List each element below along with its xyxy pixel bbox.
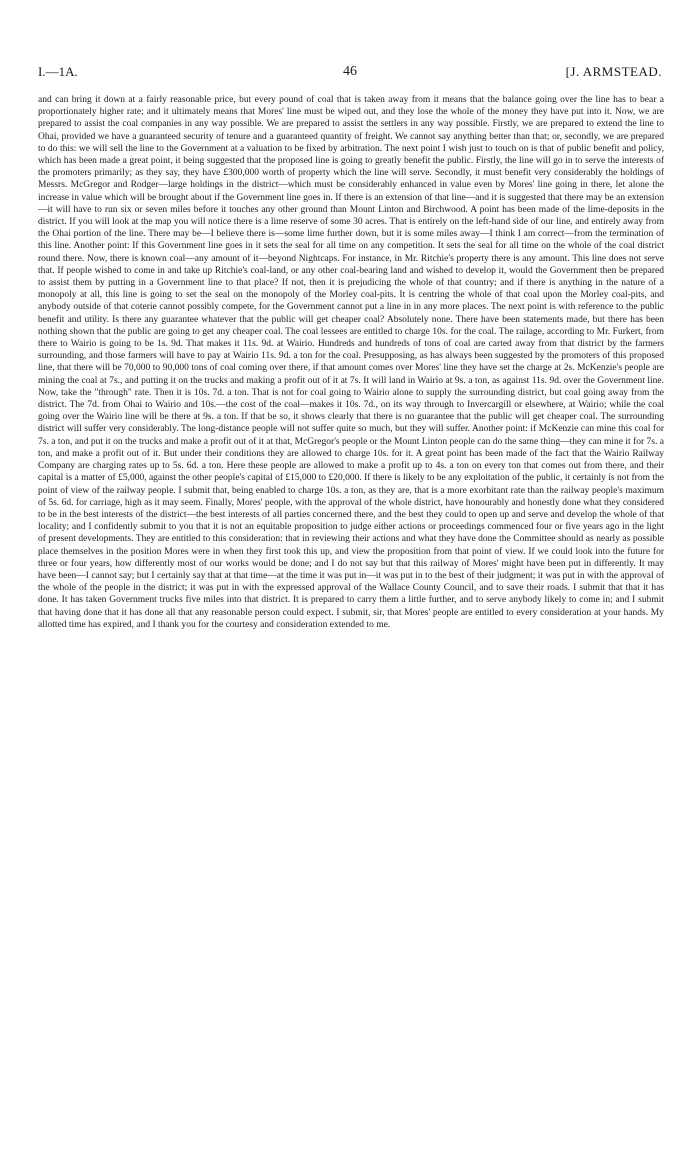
paper-reference: I.—1A. bbox=[38, 64, 78, 79]
page-header bbox=[38, 64, 662, 84]
speaker-name: [J. ARMSTEAD. bbox=[565, 64, 662, 79]
body-text bbox=[38, 94, 664, 631]
body-paragraph: and can bring it down at a fairly reasonable price, but every pound of coal that is taken away from it means that the balance going over the line has to bear a proportionately higher rate; and it ultimately means that Mores' line must be wiped out, and they lose the whole of the money they have put into it. Now, we are prepared to assist the coal companies in any way possible. We are prepared to assist the settlers in any way possible. Firstly, we are prepared to extend the line to Ohai, provided we have a guaranteed security of tenure and a guaranteed quantity of freight. We cannot say anything better than that; or, secondly, we are prepared to do this: we will sell the line to the Government at a valuation to be fixed by arbitration. The next point I wish just to touch on is that of public benefit and policy, which has been made a great point, it being suggested that the proposed line is going to greatly benefit the public. Firstly, the line will go in to serve the interests of the promoters primarily; as they say, they have £300,000 worth of property which the line will serve. Secondly, it must benefit very considerably the holdings of Messrs. McGregor and Rodger—large holdings in the district—which must be considerably enhanced in value even by Mores' line going in there, let alone the increase in value which will be brought about if the Government line goes in. If there is an extension of that line—and it is suggested that there may be an extension—it will have to run six or seven miles before it touches any other ground than Mount Linton and Birchwood. A point has been made of the lime-deposits in the district. If you will look at the map you will notice there is a lime reserve of some 30 acres. That is entirely on the left-hand side of our line, and entirely away from the Ohai portion of the line. There may be—I believe there is—some lime further down, but it is some miles away—I think I am correct—from the termination of this line. Another point: If this Government line goes in it sets the seal for all time on any competition. It sets the seal for all time on the whole of the coal district round there. Now, there is known coal—any amount of it—beyond Nightcaps. For instance, in Mr. Ritchie's property there is any amount. This line does not serve that. If people wished to come in and take up Ritchie's coal-land, or any other coal-bearing land and wished to develop it, would the Government then be prepared to assist them by putting in a Government line to that place? If not, then it is prejudicing the whole of that country; and if there is anything in the nature of a monopoly at all, this line is going to set the seal on the monopoly of the Morley coal-pits. It is centring the whole of that coal upon the Morley coal-pits, and anybody outside of that coterie cannot possibly compete, for the Government cannot put a line in in any more places. The next point is with reference to the public benefit and utility. Is there any guarantee whatever that the public will get cheaper coal? Absolutely none. There have been statements made, but there has been nothing shown that the public are going to get any cheaper coal. The coal lessees are entitled to charge 10s. for the coal. The railage, according to Mr. Furkert, from there to Wairio is going to be 1s. 9d. That makes it 11s. 9d. at Wairio. Hundreds and hundreds of tons of coal are carted away from that district by the farmers surrounding, and those farmers will have to pay at Wairio 11s. 9d. a ton for the coal. Presupposing, as has always been suggested by the promoters of this proposed line, that there will be 70,000 to 90,000 tons of coal coming over there, if that amount comes over Mores' line they have set the charge at 2s. McKenzie's people are mining the coal at 7s., and putting it on the trucks and making a profit out of it at 7s. It will land in Wairio at 9s. a ton, as against 11s. 9d. over the Government line. Now, take the "through" rate. Then it is 10s. 7d. a ton. That is not for coal going to Wairio alone to supply the surrounding district, but coal going away from the district. The 7d. from Ohai to Wairio and 10s.—the cost of the coal—makes it 10s. 7d., on its way through to Invercargill or elsewhere, at Wairio; while the coal going over the Wairio line will be there at 9s. a ton. If that be so, it shows clearly that there is no guarantee that the public will get cheaper coal. The surrounding district will suffer very considerably. The long-distance people will not suffer quite so much, but they will suffer. Another point: if McKenzie can mine this coal for 7s. a ton, and put it on the trucks and make a profit out of it at that, McGregor's people or the Mount Linton people can do the same thing—they can mine it for 7s. a ton, and make a profit out of it. But under their conditions they are allowed to charge 10s. for it. A great point has been made of the fact that the Wairio Railway Company are charging rates up to 5s. 6d. a ton. Here these people are allowed to make a profit up to 4s. a ton on every ton that comes out from there, and their capital is a matter of £5,000, against the other people's capital of £15,000 to £20,000. If there is likely to be any exploitation of the public, it certainly is not from the point of view of the railway people. I submit that, being enabled to charge 10s. a ton, as they are, that is a more exorbitant rate than the railway people's maximum of 5s. 6d. for carriage, high as it may seem. Finally, Mores' people, with the approval of the whole district, have honourably and honestly done what they considered to be in the best interests of the district—the best interests of all parties concerned there, and the best they could to open up and serve and develop the whole of that locality; and I confidently submit to you that it is not an equitable proposition to judge either actions or proceedings commenced four or five years ago in the light of present developments. They are entitled to this consideration: that in reviewing their actions and what they have done the Committee should as nearly as possible place themselves in the position Mores were in when they first took this up, and view the proposition from that point of view. If we could look into the future for three or four years, how differently most of our works would be done; and I do not say but that this railway of Mores' might have been put in differently. It may have been—I cannot say; but I certainly say that at that time—at the time it was put in—it was put in to the best of their judgment; it was put in with the approval of the whole of the people in the district; it was put in with the expressed approval of the Wallace County Council, and to save their roads. I submit that that it has done. It has taken Government trucks five miles into that district. It is prepared to carry them a little further, and to serve anybody likely to come in; and I submit that having done that it has done all that any reasonable person could expect. I submit, sir, that Mores' people are entitled to every consideration at your hands. My allotted time has expired, and I thank you for the courtesy and consideration extended to me. bbox=[38, 95, 664, 630]
page-number: 46 bbox=[343, 64, 357, 79]
